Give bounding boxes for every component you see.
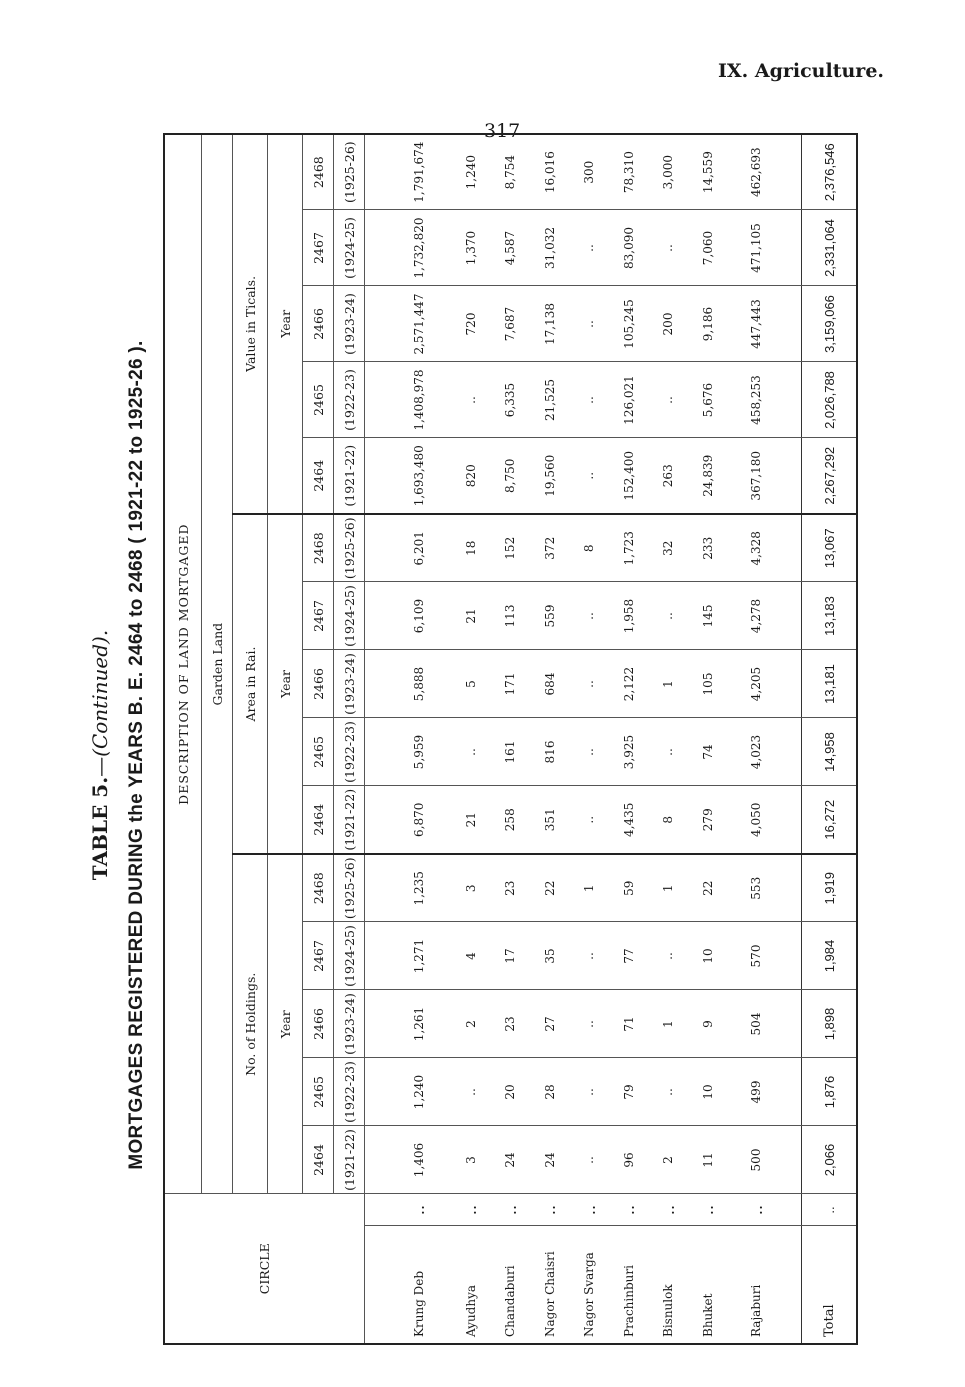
- year-cell: 2464: [303, 1126, 334, 1194]
- value-value: 14,559: [688, 134, 728, 210]
- mortgage-table: [163, 133, 858, 1345]
- circle-header: CIRCLE: [164, 1194, 365, 1344]
- holdings-value: ..: [649, 922, 689, 990]
- year-cell: 2468: [303, 854, 334, 922]
- table-row: [569, 134, 609, 1344]
- section-header: IX. Agriculture.: [718, 60, 885, 82]
- area-value: 258: [490, 786, 530, 854]
- year-range-cell: (1922-23): [334, 362, 365, 438]
- value-value: 471,105: [728, 210, 802, 286]
- holdings-value: 27: [530, 990, 570, 1058]
- holdings-value: 1,235: [365, 854, 451, 922]
- value-value: 200: [649, 286, 689, 362]
- circle-name: Prachinburi: [609, 1226, 649, 1344]
- holdings-value: 10: [688, 922, 728, 990]
- holdings-value: 3: [451, 854, 491, 922]
- area-value: 152: [490, 514, 530, 582]
- year-range-cell: (1923-24): [334, 990, 365, 1058]
- value-value: 8,750: [490, 438, 530, 514]
- holdings-value: 4: [451, 922, 491, 990]
- header-row-years: [303, 134, 334, 1344]
- area-value: 6,870: [365, 786, 451, 854]
- value-value: ..: [569, 438, 609, 514]
- area-value: 8: [649, 786, 689, 854]
- area-value: ..: [649, 582, 689, 650]
- value-value: 2,026,788: [802, 362, 858, 438]
- circle-name: Rajaburi: [728, 1226, 802, 1344]
- header-row-groups: [233, 134, 268, 1344]
- year-header: Year: [268, 854, 303, 1194]
- holdings-value: 17: [490, 922, 530, 990]
- area-value: 13,067: [802, 514, 858, 582]
- holdings-value: 1,984: [802, 922, 858, 990]
- holdings-value: 23: [490, 990, 530, 1058]
- area-value: ..: [569, 650, 609, 718]
- area-value: 4,050: [728, 786, 802, 854]
- group-header-area: Area in Rai.: [233, 514, 268, 854]
- area-value: 372: [530, 514, 570, 582]
- area-value: ..: [569, 718, 609, 786]
- table-title: MORTGAGES REGISTERED DURING the YEARS B. E. 2464 to 2468 ( 1921-22 to 1925-26 ).: [126, 340, 147, 1170]
- area-value: ..: [649, 718, 689, 786]
- value-value: 6,335: [490, 362, 530, 438]
- area-value: 816: [530, 718, 570, 786]
- holdings-value: 23: [490, 854, 530, 922]
- holdings-value: 22: [530, 854, 570, 922]
- value-value: 2,267,292: [802, 438, 858, 514]
- area-value: 113: [490, 582, 530, 650]
- year-cell: 2468: [303, 514, 334, 582]
- year-range-cell: (1925-26): [334, 854, 365, 922]
- year-range-cell: (1924-25): [334, 582, 365, 650]
- year-cell: 2467: [303, 922, 334, 990]
- holdings-value: ..: [569, 990, 609, 1058]
- holdings-value: 79: [609, 1058, 649, 1126]
- holdings-value: 2: [649, 1126, 689, 1194]
- area-value: 171: [490, 650, 530, 718]
- holdings-value: 1,898: [802, 990, 858, 1058]
- holdings-value: 77: [609, 922, 649, 990]
- holdings-value: 553: [728, 854, 802, 922]
- area-value: 16,272: [802, 786, 858, 854]
- leader-dots: ..: [569, 1194, 609, 1226]
- leader-dots: ..: [802, 1194, 858, 1226]
- area-value: 559: [530, 582, 570, 650]
- value-value: 31,032: [530, 210, 570, 286]
- value-value: ..: [569, 286, 609, 362]
- holdings-value: 3: [451, 1126, 491, 1194]
- leader-dots: ..: [609, 1194, 649, 1226]
- year-range-cell: (1924-25): [334, 922, 365, 990]
- rotated-table-page: [88, 141, 868, 1345]
- table-row: [451, 134, 491, 1344]
- value-value: 720: [451, 286, 491, 362]
- value-value: 3,000: [649, 134, 689, 210]
- area-value: 105: [688, 650, 728, 718]
- holdings-value: 28: [530, 1058, 570, 1126]
- value-value: 3,159,066: [802, 286, 858, 362]
- year-cell: 2466: [303, 650, 334, 718]
- table-row: [728, 134, 802, 1344]
- area-value: ..: [451, 718, 491, 786]
- area-value: 5,959: [365, 718, 451, 786]
- holdings-value: 1,240: [365, 1058, 451, 1126]
- holdings-value: 20: [490, 1058, 530, 1126]
- value-value: ..: [649, 210, 689, 286]
- area-value: 4,023: [728, 718, 802, 786]
- value-value: 263: [649, 438, 689, 514]
- area-value: 13,183: [802, 582, 858, 650]
- year-cell: 2465: [303, 718, 334, 786]
- leader-dots: ..: [530, 1194, 570, 1226]
- year-cell: 2467: [303, 210, 334, 286]
- value-value: 462,693: [728, 134, 802, 210]
- circle-name: Ayudhya: [451, 1226, 491, 1344]
- year-range-cell: (1922-23): [334, 1058, 365, 1126]
- circle-name: Bhuket: [688, 1226, 728, 1344]
- area-value: 1,723: [609, 514, 649, 582]
- area-value: 161: [490, 718, 530, 786]
- leader-dots: ..: [451, 1194, 491, 1226]
- area-value: 4,205: [728, 650, 802, 718]
- garden-land-header: Garden Land: [202, 134, 233, 1194]
- holdings-value: 1: [569, 854, 609, 922]
- year-cell: 2465: [303, 362, 334, 438]
- value-value: ..: [451, 362, 491, 438]
- holdings-value: 35: [530, 922, 570, 990]
- circle-name: Krung Deb: [365, 1226, 451, 1344]
- value-value: 1,732,820: [365, 210, 451, 286]
- holdings-value: 71: [609, 990, 649, 1058]
- table-row: [490, 134, 530, 1344]
- holdings-value: ..: [649, 1058, 689, 1126]
- holdings-value: 2,066: [802, 1126, 858, 1194]
- area-value: 4,328: [728, 514, 802, 582]
- area-value: 32: [649, 514, 689, 582]
- holdings-value: 1,919: [802, 854, 858, 922]
- value-value: 17,138: [530, 286, 570, 362]
- year-cell: 2466: [303, 990, 334, 1058]
- area-value: 8: [569, 514, 609, 582]
- value-value: 126,021: [609, 362, 649, 438]
- year-range-cell: (1921-22): [334, 438, 365, 514]
- holdings-value: 1: [649, 854, 689, 922]
- value-value: ..: [569, 210, 609, 286]
- value-value: 447,443: [728, 286, 802, 362]
- group-header-value: Value in Ticals.: [233, 134, 268, 514]
- header-row-year-ranges: [334, 134, 365, 1344]
- year-cell: 2468: [303, 134, 334, 210]
- area-value: 6,109: [365, 582, 451, 650]
- holdings-value: 59: [609, 854, 649, 922]
- area-value: ..: [569, 582, 609, 650]
- value-value: 2,376,546: [802, 134, 858, 210]
- value-value: ..: [569, 362, 609, 438]
- year-range-cell: (1925-26): [334, 134, 365, 210]
- holdings-value: 504: [728, 990, 802, 1058]
- area-value: 4,278: [728, 582, 802, 650]
- area-value: 233: [688, 514, 728, 582]
- header-row-garden-land: [202, 134, 233, 1344]
- year-range-cell: (1923-24): [334, 286, 365, 362]
- circle-name: Bisnulok: [649, 1226, 689, 1344]
- circle-name: Nagor Chaisri: [530, 1226, 570, 1344]
- holdings-value: 1,406: [365, 1126, 451, 1194]
- area-value: 4,435: [609, 786, 649, 854]
- area-value: 1: [649, 650, 689, 718]
- holdings-value: 9: [688, 990, 728, 1058]
- holdings-value: 24: [530, 1126, 570, 1194]
- value-value: 1,408,978: [365, 362, 451, 438]
- value-value: 1,791,674: [365, 134, 451, 210]
- value-value: 24,839: [688, 438, 728, 514]
- area-value: ..: [569, 786, 609, 854]
- value-value: 458,253: [728, 362, 802, 438]
- header-row-description: [164, 134, 202, 1344]
- year-range-cell: (1923-24): [334, 650, 365, 718]
- holdings-value: 1: [649, 990, 689, 1058]
- holdings-value: 96: [609, 1126, 649, 1194]
- leader-dots: ..: [649, 1194, 689, 1226]
- year-cell: 2464: [303, 786, 334, 854]
- year-range-cell: (1924-25): [334, 210, 365, 286]
- holdings-value: ..: [569, 922, 609, 990]
- value-value: 8,754: [490, 134, 530, 210]
- value-value: 300: [569, 134, 609, 210]
- table-label: [88, 165, 112, 1345]
- value-value: 21,525: [530, 362, 570, 438]
- leader-dots: ..: [688, 1194, 728, 1226]
- holdings-value: 10: [688, 1058, 728, 1126]
- value-value: 7,060: [688, 210, 728, 286]
- holdings-value: 2: [451, 990, 491, 1058]
- area-value: 21: [451, 786, 491, 854]
- area-value: 5: [451, 650, 491, 718]
- leader-dots: ..: [728, 1194, 802, 1226]
- area-value: 2,122: [609, 650, 649, 718]
- year-cell: 2465: [303, 1058, 334, 1126]
- circle-name: Chandaburi: [490, 1226, 530, 1344]
- value-value: 367,180: [728, 438, 802, 514]
- table-row: [365, 134, 451, 1344]
- table-row: [609, 134, 649, 1344]
- holdings-value: 570: [728, 922, 802, 990]
- value-value: ..: [649, 362, 689, 438]
- value-value: 16,016: [530, 134, 570, 210]
- year-range-cell: (1921-22): [334, 786, 365, 854]
- holdings-value: ..: [569, 1058, 609, 1126]
- holdings-value: 1,271: [365, 922, 451, 990]
- header-row-year: [268, 134, 303, 1344]
- holdings-value: 499: [728, 1058, 802, 1126]
- page-number: 317: [484, 120, 521, 142]
- area-value: 3,925: [609, 718, 649, 786]
- total-row: [802, 134, 858, 1344]
- value-value: 78,310: [609, 134, 649, 210]
- value-value: 820: [451, 438, 491, 514]
- holdings-value: 1,261: [365, 990, 451, 1058]
- description-header: DESCRIPTION OF LAND MORTGAGED: [164, 134, 202, 1194]
- area-value: 279: [688, 786, 728, 854]
- holdings-value: 1,876: [802, 1058, 858, 1126]
- group-header-holdings: No. of Holdings.: [233, 854, 268, 1194]
- year-header: Year: [268, 514, 303, 854]
- value-value: 5,676: [688, 362, 728, 438]
- area-value: 5,888: [365, 650, 451, 718]
- area-value: 6,201: [365, 514, 451, 582]
- year-cell: 2464: [303, 438, 334, 514]
- area-value: 14,958: [802, 718, 858, 786]
- area-value: 145: [688, 582, 728, 650]
- value-value: 105,245: [609, 286, 649, 362]
- area-value: 74: [688, 718, 728, 786]
- holdings-value: 24: [490, 1126, 530, 1194]
- value-value: 1,693,480: [365, 438, 451, 514]
- value-value: 2,571,447: [365, 286, 451, 362]
- table-number: TABLE 5.: [88, 776, 112, 881]
- area-value: 684: [530, 650, 570, 718]
- year-range-cell: (1921-22): [334, 1126, 365, 1194]
- year-range-cell: (1925-26): [334, 514, 365, 582]
- area-value: 18: [451, 514, 491, 582]
- circle-name: Total: [802, 1226, 858, 1344]
- year-header: Year: [268, 134, 303, 514]
- value-value: 7,687: [490, 286, 530, 362]
- year-cell: 2467: [303, 582, 334, 650]
- value-value: 9,186: [688, 286, 728, 362]
- value-value: 152,400: [609, 438, 649, 514]
- value-value: 19,560: [530, 438, 570, 514]
- holdings-value: 11: [688, 1126, 728, 1194]
- table-row: [688, 134, 728, 1344]
- holdings-value: ..: [569, 1126, 609, 1194]
- value-value: 1,240: [451, 134, 491, 210]
- circle-name: Nagor Svarga: [569, 1226, 609, 1344]
- area-value: 1,958: [609, 582, 649, 650]
- year-range-cell: (1922-23): [334, 718, 365, 786]
- value-value: 4,587: [490, 210, 530, 286]
- leader-dots: ..: [490, 1194, 530, 1226]
- leader-dots: ..: [365, 1194, 451, 1226]
- year-cell: 2466: [303, 286, 334, 362]
- table-row: [530, 134, 570, 1344]
- area-value: 21: [451, 582, 491, 650]
- value-value: 83,090: [609, 210, 649, 286]
- table-row: [649, 134, 689, 1344]
- holdings-value: 500: [728, 1126, 802, 1194]
- area-value: 13,181: [802, 650, 858, 718]
- value-value: 1,370: [451, 210, 491, 286]
- holdings-value: 22: [688, 854, 728, 922]
- holdings-value: ..: [451, 1058, 491, 1126]
- table-continued: —(Continued).: [88, 629, 112, 777]
- value-value: 2,331,064: [802, 210, 858, 286]
- area-value: 351: [530, 786, 570, 854]
